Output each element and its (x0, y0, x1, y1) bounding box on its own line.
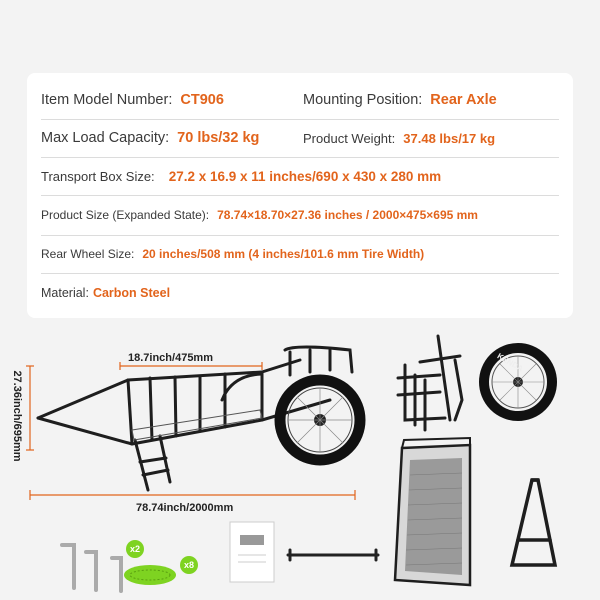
wheel-value: 20 inches/508 mm (4 inches/101.6 mm Tire Width) (142, 247, 425, 261)
tire-brand-label: KENDA (495, 351, 525, 374)
height-dimension-label: 27.36inch/695mm (11, 370, 23, 462)
folded-trailer-illustration (398, 336, 462, 430)
cargo-basket (395, 438, 470, 585)
model-label: Item Model Number: (41, 92, 173, 108)
strap-icon (124, 565, 176, 585)
material-value: Carbon Steel (92, 286, 171, 300)
size-label: Product Size (Expanded State): (41, 208, 210, 222)
mount-label: Mounting Position: (303, 92, 423, 108)
load-value: 70 lbs/32 kg (177, 130, 260, 146)
mount-value: Rear Axle (430, 92, 497, 108)
trailer-frame (38, 347, 352, 490)
material-label: Material: (41, 286, 89, 300)
wheel-label: Rear Wheel Size: (41, 247, 135, 261)
a-frame-stand (512, 480, 555, 565)
box-label: Transport Box Size: (41, 168, 155, 184)
box-value: 27.2 x 16.9 x 11 inches/690 x 430 x 280 mm (168, 168, 442, 184)
wrench-qty-badge: x2 (126, 540, 144, 558)
hex-key-icons (62, 545, 121, 591)
separate-wheel (484, 348, 552, 416)
size-value: 78.74×18.70×27.36 inches / 2000×475×695 mm (217, 208, 478, 222)
width-dimension-label: 18.7inch/475mm (128, 352, 213, 364)
rear-wheel (280, 380, 360, 460)
model-value: CT906 (180, 92, 224, 108)
axle-icon (288, 550, 378, 560)
weight-value: 37.48 lbs/17 kg (403, 130, 496, 146)
load-label: Max Load Capacity: (41, 130, 170, 146)
length-dimension-label: 78.74inch/2000mm (136, 502, 234, 514)
strap-qty-badge: x8 (180, 556, 198, 574)
weight-label: Product Weight: (303, 130, 396, 146)
manual-icon (230, 522, 274, 582)
